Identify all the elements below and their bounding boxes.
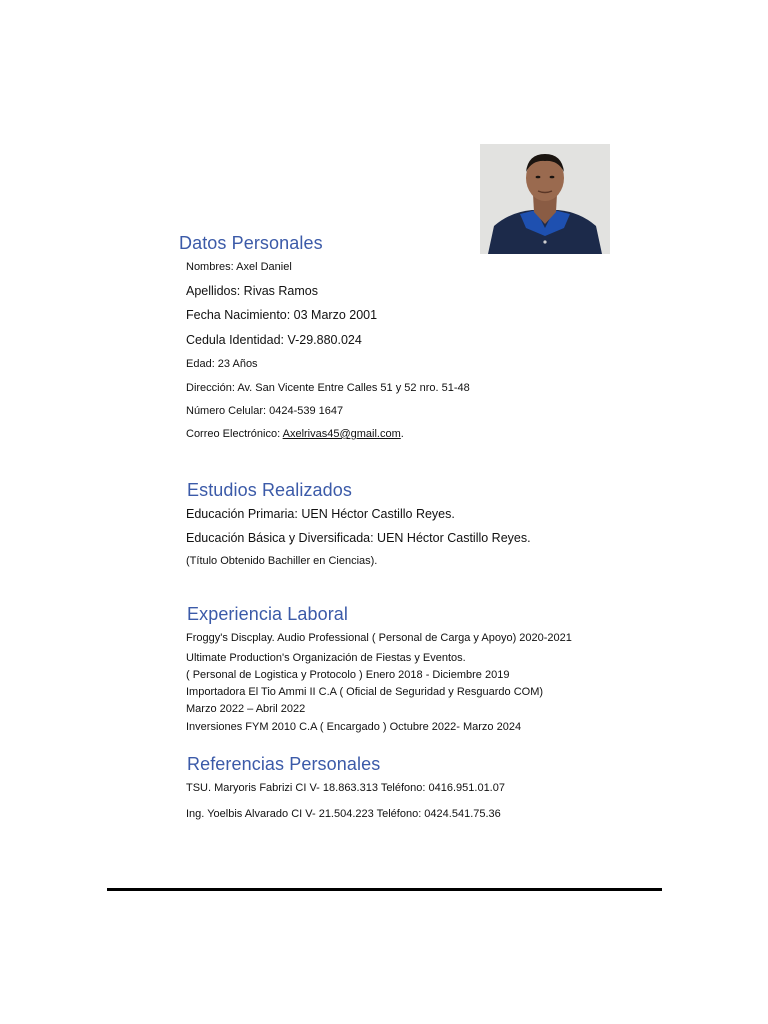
experiencia-line: Froggy's Discplay. Audio Professional ( Personal de Carga y Apoyo) 2020-2021: [186, 632, 572, 644]
experiencia-line: ( Personal de Logistica y Protocolo ) Enero 2018 - Diciembre 2019: [186, 669, 510, 681]
educacion-primaria-text: Educación Primaria: UEN Héctor Castillo Reyes.: [186, 507, 455, 521]
referencia-line: TSU. Maryoris Fabrizi CI V- 18.863.313 Teléfono: 0416.951.01.07: [186, 782, 505, 794]
educacion-basica-text: Educación Básica y Diversificada: UEN Héctor Castillo Reyes.: [186, 531, 531, 545]
referencias-heading: Referencias Personales: [187, 754, 381, 774]
referencia-line: Ing. Yoelbis Alvarado CI V- 21.504.223 Teléfono: 0424.541.75.36: [186, 808, 501, 820]
correo-suffix: .: [400, 428, 404, 440]
correo-line: [186, 428, 404, 440]
experiencia-line: Inversiones FYM 2010 C.A ( Encargado ) Octubre 2022- Marzo 2024: [186, 721, 522, 733]
datos-personales-heading: Datos Personales: [179, 233, 323, 253]
divider-line: [107, 888, 662, 891]
person-icon: [480, 144, 610, 254]
celular-text: Número Celular: 0424-539 1647: [186, 405, 344, 417]
apellidos-text: Apellidos: Rivas Ramos: [186, 284, 318, 298]
titulo-obtenido-text: (Título Obtenido Bachiller en Ciencias).: [186, 555, 378, 567]
fecha-nacimiento-text: Fecha Nacimiento: 03 Marzo 2001: [186, 308, 378, 322]
edad-text: Edad: 23 Años: [186, 358, 258, 370]
direccion-text: Dirección: Av. San Vicente Entre Calles 51 y 52 nro. 51-48: [186, 382, 470, 394]
profile-photo: [480, 144, 610, 254]
experiencia-line: Importadora El Tio Ammi II C.A ( Oficial de Seguridad y Resguardo COM): [186, 686, 544, 698]
experiencia-heading: Experiencia Laboral: [187, 604, 348, 624]
email-link[interactable]: Axelrivas45@gmail.com: [282, 428, 401, 440]
nombres-text: Nombres: Axel Daniel: [186, 261, 292, 273]
correo-label: Correo Electrónico:: [186, 428, 283, 440]
cedula-text: Cedula Identidad: V-29.880.024: [186, 333, 362, 347]
estudios-heading: Estudios Realizados: [187, 480, 352, 500]
experiencia-line: Marzo 2022 – Abril 2022: [186, 703, 306, 715]
experiencia-line: Ultimate Production's Organización de Fiestas y Eventos.: [186, 652, 466, 664]
